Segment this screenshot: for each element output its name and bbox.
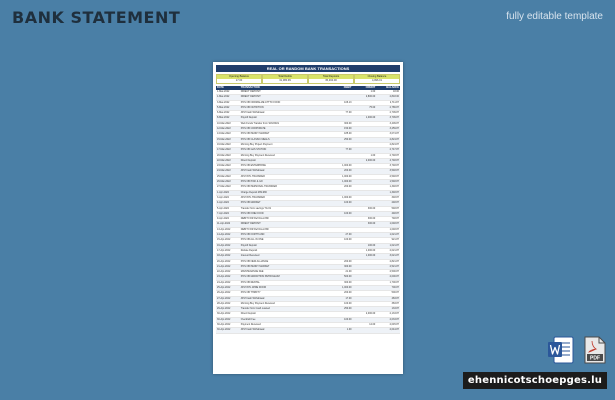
page-subtitle: fully editable template (506, 11, 603, 22)
cell-transaction: POS OB ALL IN ONE (240, 238, 264, 242)
cell-debit: 106.13 (344, 100, 352, 104)
cell-date: 18-Apr-2022 (217, 254, 231, 258)
cell-credit (352, 201, 376, 205)
cell-date: 1-Apr-2022 (217, 190, 229, 194)
cell-date: 10-Mar-2022 (217, 121, 231, 125)
cell-debit: 250.00 (344, 137, 352, 141)
cell-transaction: ATM Cash Withdrawal (240, 169, 265, 173)
cell-date: 15-Mar-2022 (217, 137, 231, 141)
cell-debit: 200.00 (344, 259, 352, 263)
summary-column (308, 74, 354, 84)
cell-debit: 100.00 (344, 211, 352, 215)
cell-date: 23-Apr-2022 (217, 275, 231, 279)
cell-credit (352, 138, 376, 142)
cell-credit: 2,000.00 (365, 312, 376, 316)
cell-transaction: POS OB FINE FOOD (240, 211, 264, 215)
cell-balance: 18.00 (393, 90, 399, 93)
cell-date: 20-Mar-2022 (217, 153, 231, 157)
cell-date: 29-Apr-2022 (217, 307, 231, 311)
cell-date: 23-Mar-2022 (217, 164, 231, 168)
cell-date: 12-Mar-2022 (217, 127, 231, 131)
cell-debit: 300.00 (344, 280, 352, 284)
cell-date: 30-Apr-2022 (217, 317, 231, 321)
cell-date: 26-Mar-2022 (217, 180, 231, 184)
cell-balance: 2,133.87 (389, 312, 399, 316)
cell-balance: 1,021.87 (389, 233, 399, 237)
cell-transaction: ATM Cash Withdrawal (240, 296, 265, 300)
cell-transaction: ATM Cash Withdrawal (240, 111, 265, 115)
cell-debit (329, 228, 353, 232)
cell-balance: 1,548.87 (389, 180, 399, 184)
cell-credit (352, 148, 376, 152)
cell-transaction: POS OB ENTERPRISE (240, 164, 266, 168)
cell-credit (352, 233, 376, 237)
cell-balance: 4,748.87 (389, 158, 399, 162)
cell-balance: 2,500.87 (389, 270, 399, 274)
cell-transaction: POS OB FORTH AND (240, 233, 265, 237)
cell-transaction: Payroll Deposit (240, 116, 257, 120)
cell-credit: 2,800.00 (365, 95, 376, 99)
cell-credit: 300.00 (367, 206, 376, 210)
cell-credit (352, 185, 376, 189)
cell-balance: 2,548.87 (389, 174, 399, 178)
cell-balance: 348.87 (391, 195, 399, 199)
transactions-table (216, 86, 400, 334)
summary-value: 4,096.01 (355, 79, 399, 83)
cell-credit (352, 275, 376, 279)
summary-label: Closing Balance (355, 75, 399, 79)
cell-credit (352, 302, 376, 306)
column-header-transaction: TRANSACTION (240, 86, 260, 89)
transactions-body (216, 90, 400, 334)
cell-balance: 2,748.87 (389, 153, 399, 157)
cell-debit: 1,000.00 (342, 164, 352, 168)
cell-balance: 3,259.87 (389, 127, 399, 131)
cell-date: 13-Apr-2022 (217, 227, 231, 231)
summary-label: Total Debits (263, 75, 307, 79)
cell-debit: 500.00 (344, 275, 352, 279)
cell-date: 1-Mar-2022 (217, 90, 230, 93)
cell-credit (352, 228, 376, 232)
cell-balance: 3,021.87 (389, 254, 399, 258)
cell-date: 27-Apr-2022 (217, 296, 231, 300)
cell-debit (329, 312, 353, 316)
cell-debit: 300.00 (344, 264, 352, 268)
cell-date: 25-Apr-2022 (217, 285, 231, 289)
cell-balance: 921.87 (391, 238, 399, 242)
summary-column (262, 74, 308, 84)
cell-credit (352, 286, 376, 290)
cell-credit (352, 212, 376, 216)
cell-date: 25-Mar-2022 (217, 174, 231, 178)
cell-transaction: DEBIT FOR Ref Direct Bill (240, 227, 269, 231)
column-header-debit: DEBIT (343, 86, 352, 89)
cell-balance: 2,709.87 (389, 111, 399, 115)
cell-balance: 1,348.87 (389, 190, 399, 194)
cell-transaction: ATM INTL TRANSFER (240, 174, 265, 178)
summary-value: 17.00 (217, 79, 261, 83)
cell-debit: 200.00 (344, 185, 352, 189)
cell-date: 13-Mar-2022 (217, 132, 231, 136)
cell-balance: 700.87 (391, 285, 399, 289)
cell-transaction: DIRECT DEPOSIT (240, 90, 261, 93)
cell-balance: 2,711.87 (389, 100, 399, 104)
cell-debit: 185.00 (344, 132, 352, 136)
cell-credit: 300.00 (367, 222, 376, 226)
table-row (216, 328, 400, 333)
cell-debit (329, 116, 353, 120)
cell-date: 26-Apr-2022 (217, 291, 231, 295)
summary-value: 31,380.99 (263, 79, 307, 83)
cell-date: 30-Apr-2022 (217, 323, 231, 327)
cell-balance: 2,824.87 (389, 137, 399, 141)
brand-badge[interactable]: ehennicotschoepges.lu (463, 372, 607, 389)
cell-credit (352, 143, 376, 147)
cell-credit: 75.00 (369, 105, 376, 109)
cell-transaction: POS OB THRIFTY (240, 291, 261, 295)
cell-date: 15-Apr-2022 (217, 238, 231, 242)
cell-date: 24-Apr-2022 (217, 280, 231, 284)
cell-transaction: POS OB PICK & GO (240, 180, 263, 184)
cell-credit (352, 191, 376, 195)
cell-transaction: ATM INTL WIRE DOOR (240, 285, 267, 289)
cell-date: 3-Apr-2022 (217, 195, 229, 199)
cell-balance: 2,521.87 (389, 264, 399, 268)
cell-date: 1-Mar-2022 (217, 95, 230, 99)
cell-credit (352, 307, 376, 311)
cell-date: 30-Apr-2022 (217, 312, 231, 316)
cell-debit (329, 222, 353, 226)
cell-transaction: Morning Buy Payment Received (240, 301, 275, 305)
cell-transaction: Payment Received (240, 323, 261, 327)
cell-credit: 100.00 (367, 243, 376, 247)
cell-debit (329, 90, 353, 94)
cell-debit (329, 207, 353, 211)
cell-date: 14-Apr-2022 (217, 233, 231, 237)
cell-date: 11-Apr-2022 (217, 222, 231, 226)
cell-transaction: ATM Cash Withdrawal (240, 328, 265, 332)
cell-date: 17-Apr-2022 (217, 248, 231, 252)
cell-date: 21-Apr-2022 (217, 264, 231, 268)
cell-transaction: Rebate Deposit (240, 248, 258, 252)
summary-value: 35,460.00 (309, 79, 353, 83)
cell-balance: 3,074.87 (389, 132, 399, 136)
cell-transaction: POS OB GAS STATION (240, 148, 267, 152)
word-document-icon[interactable] (548, 336, 574, 364)
column-header-credit: CREDIT (365, 86, 376, 89)
cell-credit: 1.00 (370, 90, 376, 93)
cell-debit (329, 244, 353, 248)
cell-credit: 1,000.00 (365, 254, 376, 258)
cell-debit: 100.00 (344, 317, 352, 321)
cell-balance: 2,786.87 (389, 105, 399, 109)
cell-credit (352, 281, 376, 285)
cell-credit: 1,000.00 (365, 116, 376, 120)
cell-debit: 27.00 (345, 233, 352, 237)
cell-balance: 248.87 (391, 201, 399, 205)
cell-date: 9-Apr-2022 (217, 217, 229, 221)
cell-balance: 3,748.87 (389, 164, 399, 168)
cell-balance: 133.87 (391, 307, 399, 311)
cell-transaction: POS OB CORPORATE (240, 127, 266, 131)
cell-balance: 748.87 (391, 217, 399, 221)
cell-date: 30-Apr-2022 (217, 328, 231, 332)
cell-transaction: DEBIT FOR Ref Direct Bill (240, 217, 269, 221)
cell-transaction: Morning Buy Payment Received (240, 153, 275, 157)
statement-summary (216, 74, 400, 84)
svg-text:PDF: PDF (590, 355, 600, 362)
cell-debit: 21.00 (345, 270, 352, 274)
cell-transaction: DIRECT DEPOSIT (240, 95, 261, 99)
cell-date: 3-Mar-2022 (217, 100, 230, 104)
cell-transaction: ATM INTL TRANSFER (240, 195, 265, 199)
cell-debit: 100.00 (344, 201, 352, 205)
cell-credit (352, 111, 376, 115)
cell-transaction: Transfer from Cash Loaned (240, 307, 270, 311)
cell-credit (352, 122, 376, 126)
cell-date: 6-Mar-2022 (217, 111, 230, 115)
cell-debit: 17.00 (345, 296, 352, 300)
cell-debit: 200.00 (344, 169, 352, 173)
cell-balance: 3,548.87 (389, 169, 399, 173)
cell-balance: 483.87 (391, 296, 399, 300)
summary-label: Total Deposits (309, 75, 353, 79)
cell-credit (352, 132, 376, 136)
cell-balance: 548.87 (391, 206, 399, 210)
cell-date: 20-Apr-2022 (217, 259, 231, 263)
cell-transaction: Direct Deposit (240, 312, 256, 316)
cell-transaction: Direct Deposit (240, 158, 256, 162)
cell-credit: 300.00 (367, 217, 376, 221)
cell-balance: 2,818.00 (389, 95, 399, 99)
cell-transaction: Morning Buy Project Payment (240, 142, 273, 146)
cell-transaction: MAINTENANCE FEE (240, 270, 264, 274)
cell-transaction: POS OB NUTRITION (240, 105, 264, 109)
cell-transaction: POS OB NEW ALLIANCE (240, 259, 269, 263)
cell-debit (329, 323, 353, 327)
cell-transaction: Charge Deposit #09-980 (240, 190, 267, 194)
cell-credit (352, 164, 376, 168)
cell-balance: 1,700.87 (389, 280, 399, 284)
cell-credit (352, 101, 376, 105)
cell-balance: 1,348.87 (389, 185, 399, 189)
cell-balance: 3,709.87 (389, 116, 399, 120)
cell-transaction: Overdraft Fee (240, 317, 256, 321)
cell-date: 7-Apr-2022 (217, 211, 229, 215)
cell-debit: 200.00 (344, 291, 352, 295)
cell-credit (352, 127, 376, 131)
cell-balance: 2,821.87 (389, 259, 399, 263)
pdf-document-icon[interactable] (583, 336, 607, 364)
cell-date: 5-Apr-2022 (217, 206, 229, 210)
cell-debit: 1,000.00 (342, 285, 352, 289)
cell-debit (329, 217, 353, 221)
cell-debit: 150.00 (344, 127, 352, 131)
cell-balance: 2,021.87 (389, 248, 399, 252)
cell-date: 27-Mar-2022 (217, 185, 231, 189)
cell-date: 28-Apr-2022 (217, 301, 231, 305)
statement-bank-title: REAL OR RANDOM BANK TRANSACTIONS (216, 65, 400, 72)
cell-transaction: Interest Received (240, 254, 260, 258)
cell-debit (329, 143, 353, 147)
cell-transaction: Transfer from savings TG #1 (240, 206, 272, 210)
cell-balance: 2,747.87 (389, 148, 399, 152)
cell-credit (352, 260, 376, 264)
cell-credit (352, 270, 376, 274)
cell-transaction: POS OB RENTAL (240, 280, 260, 284)
summary-column (216, 74, 262, 84)
cell-transaction: Payroll Deposit (240, 243, 257, 247)
column-header-balance: BALANCE (386, 86, 399, 89)
cell-balance: 1,021.87 (389, 243, 399, 247)
cell-credit: 12.00 (369, 323, 376, 327)
cell-date: 16-Apr-2022 (217, 243, 231, 247)
cell-credit: 1.00 (370, 153, 376, 157)
cell-credit (352, 196, 376, 200)
cell-credit (352, 328, 376, 332)
cell-date: 16-Mar-2022 (217, 142, 231, 146)
cell-balance: 2,824.87 (389, 142, 399, 146)
cell-credit (352, 297, 376, 301)
cell-date: 22-Mar-2022 (217, 158, 231, 162)
cell-debit: 250.00 (344, 307, 352, 311)
cell-credit (352, 175, 376, 179)
cell-credit: 1,000.00 (365, 248, 376, 252)
cell-balance: 448.87 (391, 211, 399, 215)
cell-debit: 1,000.00 (342, 174, 352, 178)
cell-debit: 300.00 (344, 121, 352, 125)
cell-debit: 1,000.00 (342, 195, 352, 199)
cell-debit (329, 95, 353, 99)
cell-credit: 2,000.00 (365, 158, 376, 162)
cell-credit (352, 291, 376, 295)
column-header-date: DATE (217, 86, 224, 89)
cell-debit (329, 154, 353, 158)
cell-date: 17-Mar-2022 (217, 148, 231, 152)
cell-balance: 2,045.87 (389, 323, 399, 327)
cell-debit: 1,000.00 (342, 180, 352, 184)
cell-transaction: Web Funds Transfer from SAVINGS (240, 121, 279, 125)
cell-debit (329, 254, 353, 258)
cell-debit: 77.00 (345, 111, 352, 115)
summary-label: Opening Balance (217, 75, 261, 79)
summary-column (354, 74, 400, 84)
cell-debit: 1.00 (346, 328, 352, 332)
cell-debit (329, 106, 353, 110)
cell-date: 22-Apr-2022 (217, 270, 231, 274)
cell-balance: 2,044.87 (389, 328, 399, 332)
cell-transaction: POS OB PENNY MARKET (240, 132, 270, 136)
cell-transaction: POS OB PERSONAL TRANSFER (240, 185, 278, 189)
statement-preview[interactable] (213, 62, 403, 374)
cell-transaction: POS OB MARATHON PETROLEUM (240, 275, 280, 279)
cell-credit (352, 318, 376, 322)
cell-date: 4-Apr-2022 (217, 201, 229, 205)
cell-transaction: POS OB MARKET (240, 201, 261, 205)
cell-balance: 1,048.87 (389, 222, 399, 226)
cell-transaction: POS OB CLASSIC MEALS (240, 137, 270, 141)
cell-transaction: DIRECT DEPOSIT (240, 222, 261, 226)
cell-debit (329, 249, 353, 253)
cell-date: 24-Mar-2022 (217, 169, 231, 173)
cell-debit (329, 159, 353, 163)
cell-balance: 1,048.87 (389, 227, 399, 231)
cell-date: 5-Mar-2022 (217, 105, 230, 109)
cell-debit (329, 191, 353, 195)
cell-transaction: POS OB PENNY MARKET (240, 264, 270, 268)
cell-credit (352, 180, 376, 184)
page-title: BANK STATEMENT (12, 8, 181, 27)
cell-credit (352, 265, 376, 269)
cell-balance: 2,033.87 (389, 317, 399, 321)
cell-date: 8-Mar-2022 (217, 116, 230, 120)
cell-debit: 77.00 (345, 148, 352, 152)
cell-credit (352, 169, 376, 173)
cell-balance: 2,000.87 (389, 275, 399, 279)
cell-debit: 100.00 (344, 301, 352, 305)
cell-balance: 500.87 (391, 291, 399, 295)
cell-balance: 3,409.87 (389, 121, 399, 125)
cell-debit: 100.00 (344, 238, 352, 242)
cell-credit (352, 238, 376, 242)
cell-balance: 383.87 (391, 301, 399, 305)
cell-transaction: POS OB NORMALIZE ATTTO FOOD (240, 100, 281, 104)
